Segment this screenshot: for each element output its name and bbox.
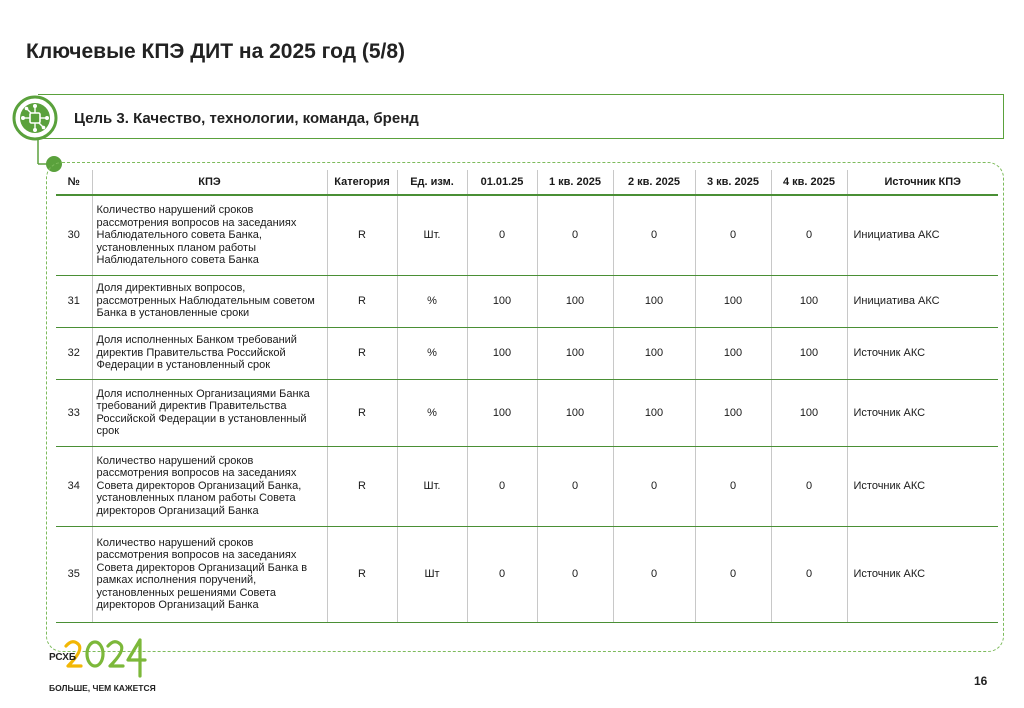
row-num: 32 [56, 327, 92, 379]
table-header-row [56, 170, 998, 195]
row-unit: Шт [397, 526, 467, 622]
row-source: Источник АКС [847, 379, 998, 446]
row-num: 34 [56, 446, 92, 526]
row-source: Инициатива АКС [847, 275, 998, 327]
row-base: 100 [467, 379, 537, 446]
header-q1: 1 кв. 2025 [537, 170, 613, 195]
row-source: Источник АКС [847, 446, 998, 526]
row-q3: 100 [695, 327, 771, 379]
row-num: 33 [56, 379, 92, 446]
row-q2: 100 [613, 379, 695, 446]
row-kpi: Доля исполненных Банком требований директив Правительства Российской Федерации в установленный срок [92, 327, 327, 379]
row-q1: 100 [537, 379, 613, 446]
row-q1: 100 [537, 327, 613, 379]
row-kpi: Количество нарушений сроков рассмотрения вопросов на заседаниях Наблюдательного совета Банка, установленных планом работы Наблюдательного совета Банка [92, 195, 327, 275]
row-q4: 0 [771, 446, 847, 526]
row-q1: 0 [537, 446, 613, 526]
header-q4: 4 кв. 2025 [771, 170, 847, 195]
header-source: Источник КПЭ [847, 170, 998, 195]
row-kpi: Количество нарушений сроков рассмотрения вопросов на заседаниях Совета директоров Организаций Банка, установленных планом работы Совета директоров Организаций Банка [92, 446, 327, 526]
row-category: R [327, 195, 397, 275]
row-q4: 100 [771, 327, 847, 379]
table-row [56, 327, 998, 379]
row-num: 30 [56, 195, 92, 275]
row-source: Источник АКС [847, 327, 998, 379]
row-q2: 0 [613, 446, 695, 526]
header-base: 01.01.25 [467, 170, 537, 195]
page-title: Ключевые КПЭ ДИТ на 2025 год (5/8) [26, 40, 406, 63]
row-q4: 100 [771, 275, 847, 327]
header-category: Категория [327, 170, 397, 195]
row-unit: % [397, 275, 467, 327]
row-q1: 0 [537, 526, 613, 622]
row-q2: 100 [613, 327, 695, 379]
row-num: 31 [56, 275, 92, 327]
header-q3: 3 кв. 2025 [695, 170, 771, 195]
row-kpi: Доля директивных вопросов, рассмотренных Наблюдательным советом Банка в установленные сроки [92, 275, 327, 327]
row-base: 0 [467, 446, 537, 526]
row-category: R [327, 526, 397, 622]
row-source: Инициатива АКС [847, 195, 998, 275]
row-q3: 0 [695, 195, 771, 275]
row-num: 35 [56, 526, 92, 622]
row-q3: 100 [695, 275, 771, 327]
logo-slogan: БОЛЬШЕ, ЧЕМ КАЖЕТСЯ [49, 683, 156, 693]
table-row [56, 526, 998, 622]
row-q3: 0 [695, 446, 771, 526]
row-base: 0 [467, 195, 537, 275]
row-q2: 100 [613, 275, 695, 327]
row-kpi: Доля исполненных Организациями Банка требований директив Правительства Российской Федерации в установленный срок [92, 379, 327, 446]
row-base: 0 [467, 526, 537, 622]
row-q1: 100 [537, 275, 613, 327]
table-row [56, 275, 998, 327]
table-row [56, 379, 998, 446]
row-q3: 100 [695, 379, 771, 446]
header-q2: 2 кв. 2025 [613, 170, 695, 195]
row-q4: 0 [771, 526, 847, 622]
row-q4: 0 [771, 195, 847, 275]
row-category: R [327, 379, 397, 446]
row-unit: Шт. [397, 195, 467, 275]
table-row [56, 446, 998, 526]
row-q3: 0 [695, 526, 771, 622]
row-q2: 0 [613, 195, 695, 275]
circuit-chip-icon [12, 95, 58, 141]
row-q4: 100 [771, 379, 847, 446]
row-q1: 0 [537, 195, 613, 275]
goal-title: Цель 3. Качество, технологии, команда, бренд [74, 110, 419, 127]
header-unit: Ед. изм. [397, 170, 467, 195]
row-q2: 0 [613, 526, 695, 622]
row-unit: % [397, 327, 467, 379]
row-kpi: Количество нарушений сроков рассмотрения вопросов на заседаниях Совета директоров Организаций Банка в рамках исполнения поручений, установленных решениями Совета директоров Организаций Банка [92, 526, 327, 622]
row-category: R [327, 275, 397, 327]
logo-brand: РСХБ [49, 652, 77, 663]
header-kpi: КПЭ [92, 170, 327, 195]
row-base: 100 [467, 275, 537, 327]
row-unit: Шт. [397, 446, 467, 526]
row-unit: % [397, 379, 467, 446]
table-row [56, 195, 998, 275]
row-category: R [327, 446, 397, 526]
page-number: 16 [974, 674, 988, 688]
kpi-table [56, 170, 998, 623]
row-base: 100 [467, 327, 537, 379]
header-num: № [56, 170, 92, 195]
row-source: Источник АКС [847, 526, 998, 622]
row-category: R [327, 327, 397, 379]
